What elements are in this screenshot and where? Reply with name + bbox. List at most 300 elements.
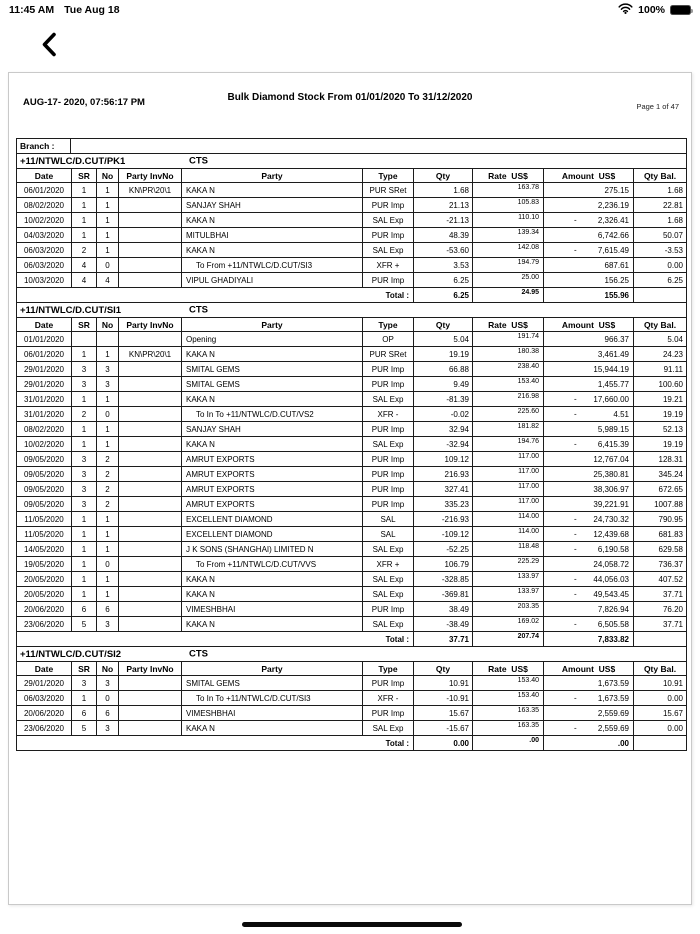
cell-qty: 15.67 (413, 706, 472, 720)
cell-party-invno (118, 617, 181, 631)
report-table (16, 138, 687, 751)
table-row (17, 392, 686, 407)
cell-amount (543, 452, 633, 466)
negative-sign: - (574, 619, 577, 629)
cell-no: 1 (96, 347, 118, 361)
cell-type: OP (362, 332, 413, 346)
cell-qty-bal: 736.37 (633, 557, 686, 571)
cell-amount (543, 437, 633, 451)
cell-sr: 1 (71, 542, 96, 556)
cell-sr: 1 (71, 183, 96, 197)
cell-qty: 10.91 (413, 676, 472, 690)
cell-qty-bal: 0.00 (633, 721, 686, 735)
cell-date: 20/06/2020 (23, 708, 65, 718)
table-total-row (17, 288, 686, 303)
cell-amount (543, 721, 633, 735)
cell-no: 3 (96, 721, 118, 735)
cell-qty: 66.88 (413, 362, 472, 376)
total-qty-bal (633, 736, 686, 750)
cell-party-invno (118, 273, 181, 287)
cell-rate: 117.00 (472, 482, 543, 496)
cell-qty-bal: 6.25 (633, 273, 686, 287)
cell-party-invno (118, 602, 181, 616)
cell-date: 23/06/2020 (23, 619, 65, 629)
cell-amount (543, 706, 633, 720)
cell-rate: 153.40 (472, 377, 543, 391)
cell-no: 3 (96, 617, 118, 631)
cell-party: AMRUT EXPORTS (181, 482, 362, 496)
cell-no: 0 (96, 557, 118, 571)
table-row (17, 422, 686, 437)
table-row (17, 587, 686, 602)
column-header: Amount US$ (543, 169, 633, 182)
cell-amount (543, 228, 633, 242)
cell-party-invno (118, 587, 181, 601)
amount-value: 2,559.69 (597, 723, 629, 733)
cell-sr: 2 (71, 243, 96, 257)
cell-party: KAKA N (181, 213, 362, 227)
column-header: Party (181, 318, 362, 331)
cell-sr: 1 (71, 557, 96, 571)
column-header: Party InvNo (118, 662, 181, 675)
section-code: +11/NTWLC/D.CUT/SI2 (20, 648, 122, 660)
table-row (17, 467, 686, 482)
table-row (17, 527, 686, 542)
page-number-label: Page 1 of 47 (636, 102, 679, 111)
cell-qty: 335.23 (413, 497, 472, 511)
cell-amount (543, 512, 633, 526)
column-header: Rate US$ (472, 318, 543, 331)
cell-rate: 194.79 (472, 258, 543, 272)
cell-no: 3 (96, 676, 118, 690)
cell-rate: 114.00 (472, 512, 543, 526)
cell-type: XFR + (362, 258, 413, 272)
cell-party: SMITAL GEMS (181, 676, 362, 690)
column-header: Amount US$ (543, 662, 633, 675)
cell-party: KAKA N (181, 437, 362, 451)
amount-value: 1,455.77 (597, 379, 629, 389)
cell-rate: 163.35 (472, 721, 543, 735)
cell-party: To In To +11/NTWLC/D.CUT/SI3 (181, 691, 362, 705)
cell-amount (543, 198, 633, 212)
cell-date: 10/02/2020 (23, 439, 65, 449)
cell-party-invno (118, 691, 181, 705)
cell-qty-bal: 76.20 (633, 602, 686, 616)
cell-party-invno (118, 706, 181, 720)
cell-amount (543, 572, 633, 586)
cell-date: 09/05/2020 (23, 454, 65, 464)
cell-rate: 133.97 (472, 587, 543, 601)
amount-value: 7,826.94 (597, 604, 629, 614)
branch-label: Branch : (17, 139, 71, 153)
cell-sr: 1 (71, 527, 96, 541)
cell-party-invno (118, 332, 181, 346)
cell-amount (543, 422, 633, 436)
table-row (17, 273, 686, 288)
cell-no: 0 (96, 407, 118, 421)
cell-qty: 6.25 (413, 273, 472, 287)
cell-no: 0 (96, 691, 118, 705)
cell-party-invno (118, 243, 181, 257)
cell-no: 2 (96, 497, 118, 511)
cell-party: To In To +11/NTWLC/D.CUT/VS2 (181, 407, 362, 421)
cell-party: AMRUT EXPORTS (181, 452, 362, 466)
cell-party: VIMESHBHAI (181, 602, 362, 616)
total-label: Total : (385, 634, 409, 644)
status-right (618, 3, 691, 17)
cell-qty-bal: 50.07 (633, 228, 686, 242)
cell-party-invno (118, 676, 181, 690)
table-row (17, 437, 686, 452)
cell-date: 09/05/2020 (23, 499, 65, 509)
cell-no: 1 (96, 228, 118, 242)
cell-rate: 153.40 (472, 691, 543, 705)
column-header: Date (34, 170, 54, 181)
cell-type: SAL Exp (362, 213, 413, 227)
amount-value: 275.15 (604, 185, 629, 195)
cell-party-invno (118, 527, 181, 541)
cell-date: 20/06/2020 (23, 604, 65, 614)
battery-percent: 100% (638, 4, 665, 16)
cell-date: 20/05/2020 (23, 589, 65, 599)
section-code: +11/NTWLC/D.CUT/PK1 (20, 155, 126, 167)
cell-party: KAKA N (181, 617, 362, 631)
cell-party-invno (118, 467, 181, 481)
report-title: Bulk Diamond Stock From 01/01/2020 To 31/12/2020 (227, 92, 473, 103)
cell-rate: 169.02 (472, 617, 543, 631)
amount-value: 5,989.15 (597, 424, 629, 434)
cell-qty-bal: 629.58 (633, 542, 686, 556)
cell-qty: -369.81 (413, 587, 472, 601)
cell-qty-bal: 24.23 (633, 347, 686, 361)
cell-rate: 225.29 (472, 557, 543, 571)
cell-type: XFR - (362, 691, 413, 705)
cell-type: PUR Imp (362, 452, 413, 466)
cell-rate: 194.76 (472, 437, 543, 451)
back-button[interactable] (36, 33, 62, 61)
table-total-row (17, 736, 686, 751)
negative-sign: - (574, 693, 577, 703)
cell-sr: 5 (71, 617, 96, 631)
cell-sr: 1 (71, 392, 96, 406)
cell-qty-bal: 1.68 (633, 213, 686, 227)
cell-no: 1 (96, 213, 118, 227)
cell-party: EXCELLENT DIAMOND (181, 512, 362, 526)
cell-rate: 163.78 (472, 183, 543, 197)
cell-party-invno (118, 198, 181, 212)
cell-date: 19/05/2020 (23, 559, 65, 569)
cell-qty: 106.79 (413, 557, 472, 571)
amount-value: 6,742.66 (597, 230, 629, 240)
cell-qty: 216.93 (413, 467, 472, 481)
column-header: Qty (413, 662, 472, 675)
cell-amount (543, 676, 633, 690)
cell-date: 10/03/2020 (23, 275, 65, 285)
amount-value: 2,559.69 (597, 708, 629, 718)
cell-date: 06/01/2020 (23, 185, 65, 195)
cell-qty: 3.53 (413, 258, 472, 272)
table-row (17, 617, 686, 632)
cell-qty: 327.41 (413, 482, 472, 496)
column-header: Date (34, 319, 54, 330)
cell-qty: 109.12 (413, 452, 472, 466)
cell-type: SAL Exp (362, 572, 413, 586)
cell-type: PUR Imp (362, 377, 413, 391)
cell-type: PUR Imp (362, 676, 413, 690)
cell-date: 04/03/2020 (23, 230, 65, 240)
cell-party-invno (118, 228, 181, 242)
column-header: Date (34, 663, 54, 674)
cell-party-invno (118, 437, 181, 451)
cell-amount (543, 347, 633, 361)
cell-amount (543, 407, 633, 421)
cell-amount (543, 587, 633, 601)
table-column-header-row (17, 662, 686, 676)
table-row (17, 452, 686, 467)
total-amount: 155.96 (543, 288, 633, 302)
cell-no: 1 (96, 587, 118, 601)
column-header: Party InvNo (118, 318, 181, 331)
cell-date: 09/05/2020 (23, 469, 65, 479)
amount-value: 25,380.81 (593, 469, 629, 479)
column-header: Qty Bal. (633, 318, 686, 331)
cell-no: 1 (96, 527, 118, 541)
cell-qty-bal: 790.95 (633, 512, 686, 526)
table-column-header-row (17, 169, 686, 183)
cell-party-invno (118, 213, 181, 227)
table-row (17, 512, 686, 527)
cell-qty: 21.13 (413, 198, 472, 212)
amount-value: 1,673.59 (597, 693, 629, 703)
cell-rate: 139.34 (472, 228, 543, 242)
cell-amount (543, 243, 633, 257)
table-row (17, 347, 686, 362)
cell-party-invno (118, 572, 181, 586)
negative-sign: - (574, 215, 577, 225)
cell-date: 29/01/2020 (23, 678, 65, 688)
column-header: Party (181, 169, 362, 182)
cell-sr: 6 (71, 602, 96, 616)
cell-qty-bal: 681.83 (633, 527, 686, 541)
negative-sign: - (574, 723, 577, 733)
cell-qty: 32.94 (413, 422, 472, 436)
amount-value: 15,944.19 (593, 364, 629, 374)
table-total-row (17, 632, 686, 647)
cell-qty-bal: 37.71 (633, 587, 686, 601)
cell-type: SAL Exp (362, 392, 413, 406)
cell-qty: -21.13 (413, 213, 472, 227)
cell-type: XFR - (362, 407, 413, 421)
cell-rate: 203.35 (472, 602, 543, 616)
cell-no: 2 (96, 452, 118, 466)
cell-rate: 117.00 (472, 467, 543, 481)
cell-sr: 5 (71, 721, 96, 735)
cell-rate: 117.00 (472, 497, 543, 511)
cell-date: 06/03/2020 (23, 245, 65, 255)
cell-type: SAL (362, 527, 413, 541)
cell-sr: 1 (71, 587, 96, 601)
cell-type: XFR + (362, 557, 413, 571)
status-bar (0, 0, 700, 20)
negative-sign: - (574, 394, 577, 404)
amount-value: 1,673.59 (597, 678, 629, 688)
cell-date: 06/03/2020 (23, 693, 65, 703)
cell-qty-bal: 10.91 (633, 676, 686, 690)
cell-date: 08/02/2020 (23, 424, 65, 434)
cell-amount (543, 273, 633, 287)
cell-date: 31/01/2020 (23, 409, 65, 419)
table-row (17, 497, 686, 512)
amount-value: 6,505.58 (597, 619, 629, 629)
total-rate: 207.74 (472, 632, 543, 646)
total-qty-bal (633, 288, 686, 302)
cell-qty-bal: 19.19 (633, 437, 686, 451)
section-header-row (17, 303, 686, 318)
section-unit: CTS (189, 648, 208, 660)
cell-no: 2 (96, 482, 118, 496)
cell-party: KAKA N (181, 392, 362, 406)
cell-party-invno (118, 452, 181, 466)
amount-value: 2,236.19 (597, 200, 629, 210)
total-qty: 37.71 (413, 632, 472, 646)
cell-sr: 3 (71, 362, 96, 376)
table-column-header-row (17, 318, 686, 332)
cell-qty: 5.04 (413, 332, 472, 346)
cell-date: 23/06/2020 (23, 723, 65, 733)
cell-party: KAKA N (181, 721, 362, 735)
table-row (17, 572, 686, 587)
cell-sr: 3 (71, 482, 96, 496)
column-header: No (96, 662, 118, 675)
cell-party: SMITAL GEMS (181, 377, 362, 391)
cell-type: SAL Exp (362, 542, 413, 556)
cell-sr: 6 (71, 706, 96, 720)
cell-date: 10/02/2020 (23, 215, 65, 225)
amount-value: 2,326.41 (597, 215, 629, 225)
cell-sr: 2 (71, 407, 96, 421)
cell-party-invno (118, 721, 181, 735)
column-header: Party InvNo (118, 169, 181, 182)
cell-type: PUR Imp (362, 602, 413, 616)
cell-qty-bal: 345.24 (633, 467, 686, 481)
cell-rate: 117.00 (472, 452, 543, 466)
cell-no: 1 (96, 198, 118, 212)
table-row (17, 602, 686, 617)
cell-qty-bal: 5.04 (633, 332, 686, 346)
cell-party: EXCELLENT DIAMOND (181, 527, 362, 541)
cell-qty-bal: 22.81 (633, 198, 686, 212)
column-header: Qty Bal. (633, 662, 686, 675)
negative-sign: - (574, 574, 577, 584)
cell-no: 1 (96, 392, 118, 406)
cell-type: PUR Imp (362, 422, 413, 436)
cell-amount (543, 527, 633, 541)
amount-value: 17,660.00 (593, 394, 629, 404)
cell-qty-bal: 0.00 (633, 691, 686, 705)
cell-rate: 191.74 (472, 332, 543, 346)
amount-value: 38,306.97 (593, 484, 629, 494)
cell-no: 1 (96, 183, 118, 197)
clock-date: Tue Aug 18 (64, 4, 120, 16)
column-header: SR (71, 318, 96, 331)
cell-qty: 19.19 (413, 347, 472, 361)
cell-sr: 3 (71, 452, 96, 466)
section-code: +11/NTWLC/D.CUT/SI1 (20, 304, 122, 316)
cell-amount (543, 602, 633, 616)
cell-date: 06/03/2020 (23, 260, 65, 270)
cell-qty-bal: 37.71 (633, 617, 686, 631)
cell-qty-bal: 52.13 (633, 422, 686, 436)
cell-qty: -81.39 (413, 392, 472, 406)
document-page[interactable] (8, 72, 692, 905)
cell-qty-bal: -3.53 (633, 243, 686, 257)
cell-party: KAKA N (181, 243, 362, 257)
cell-party: Opening (181, 332, 362, 346)
negative-sign: - (574, 514, 577, 524)
cell-amount (543, 557, 633, 571)
cell-no: 1 (96, 542, 118, 556)
cell-qty: 9.49 (413, 377, 472, 391)
cell-type: SAL Exp (362, 243, 413, 257)
cell-sr: 4 (71, 273, 96, 287)
amount-value: 24,058.72 (593, 559, 629, 569)
column-header: Qty (413, 318, 472, 331)
cell-amount (543, 542, 633, 556)
cell-type: PUR Imp (362, 228, 413, 242)
cell-party: KAKA N (181, 183, 362, 197)
negative-sign: - (574, 589, 577, 599)
home-indicator[interactable] (242, 922, 462, 927)
cell-type: PUR Imp (362, 273, 413, 287)
cell-sr: 4 (71, 258, 96, 272)
table-row (17, 332, 686, 347)
total-rate: .00 (472, 736, 543, 750)
cell-type: SAL (362, 512, 413, 526)
cell-type: PUR Imp (362, 706, 413, 720)
cell-party: MITULBHAI (181, 228, 362, 242)
cell-party-invno (118, 392, 181, 406)
cell-no: 2 (96, 467, 118, 481)
cell-date: 29/01/2020 (23, 379, 65, 389)
cell-qty-bal: 672.65 (633, 482, 686, 496)
table-row (17, 691, 686, 706)
branch-row (17, 139, 686, 154)
cell-rate: 216.98 (472, 392, 543, 406)
cell-qty-bal: 19.19 (633, 407, 686, 421)
cell-party: SANJAY SHAH (181, 422, 362, 436)
total-qty: 6.25 (413, 288, 472, 302)
table-row (17, 213, 686, 228)
cell-amount (543, 691, 633, 705)
status-left (9, 4, 120, 16)
amount-value: 7,615.49 (597, 245, 629, 255)
cell-date: 01/01/2020 (23, 334, 65, 344)
cell-sr: 1 (71, 347, 96, 361)
cell-party: SMITAL GEMS (181, 362, 362, 376)
cell-party-invno (118, 557, 181, 571)
negative-sign: - (574, 409, 577, 419)
cell-no: 6 (96, 706, 118, 720)
total-qty-bal (633, 632, 686, 646)
section-header-row (17, 647, 686, 662)
table-row (17, 542, 686, 557)
column-header: Rate US$ (472, 662, 543, 675)
cell-date: 06/01/2020 (23, 349, 65, 359)
cell-sr: 1 (71, 437, 96, 451)
cell-qty: -38.49 (413, 617, 472, 631)
cell-qty: -328.85 (413, 572, 472, 586)
cell-no: 1 (96, 422, 118, 436)
